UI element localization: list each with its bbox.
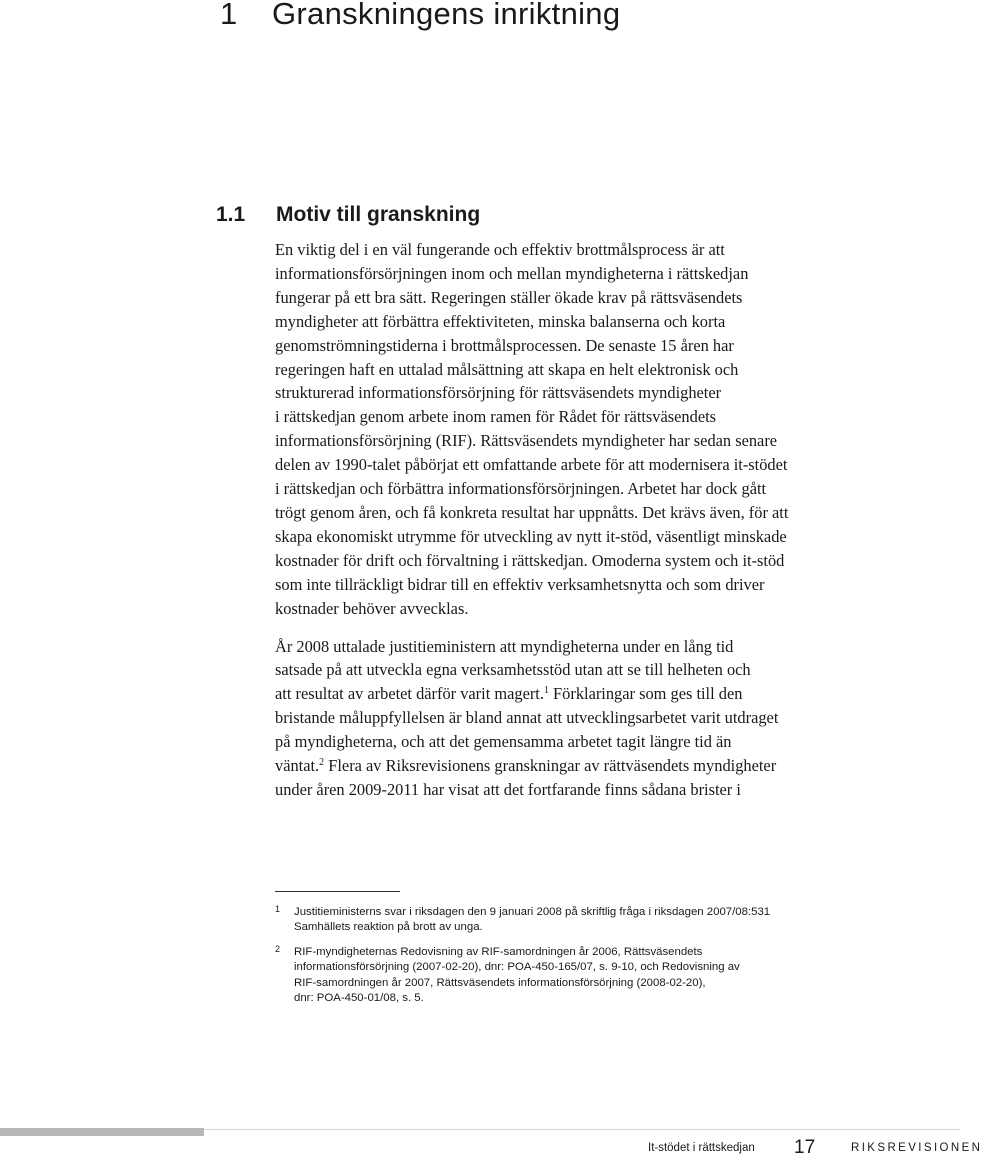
paragraph-1: [275, 238, 840, 621]
text-line: [275, 754, 840, 778]
text-line: i rättskedjan och förbättra informationsförsörjningen. Arbetet har dock gått: [275, 479, 767, 499]
text-line: fungerar på ett bra sätt. Regeringen ställer ökade krav på rättsväsendets: [275, 287, 743, 307]
footnote-mark: 2: [275, 943, 281, 954]
footnote-line: Samhällets reaktion på brott av unga.: [294, 921, 483, 934]
footnote-line: informationsförsörjning (2007-02-20), dnr: POA-450-165/07, s. 9-10, och Redovisning av: [294, 961, 740, 974]
chapter-heading: [220, 0, 620, 32]
text-line: kostnader för drift och förvaltning i rättskedjan. Omoderna system och it-stöd: [275, 550, 785, 570]
footer-rule: [204, 1129, 960, 1130]
footnote-line: Justitieministerns svar i riksdagen den 9 januari 2008 på skriftlig fråga i riksdagen 2007/08:531: [294, 906, 771, 918]
footnote-divider: [275, 891, 400, 892]
footnote-line: RIF-myndigheternas Redovisning av RIF-samordningen år 2006, Rättsväsendets: [294, 945, 703, 958]
footnote-reference-2[interactable]: 2: [319, 757, 325, 769]
text-line: strukturerad informationsförsörjning för rättsväsendets myndigheter: [275, 383, 722, 403]
footnote-mark: 1: [275, 904, 281, 914]
body-text: [275, 238, 840, 802]
footnote-reference-1[interactable]: 1: [543, 685, 549, 697]
footer-accent-bar: [0, 1128, 204, 1136]
text-line: myndigheter att förbättra effektiviteten, minska balanserna och korta: [275, 311, 726, 331]
footnote-line: RIF-samordningen år 2007, Rättsväsendets informationsförsörjning (2008-02-20),: [294, 976, 706, 989]
text-line: satsade på att utveckla egna verksamhetsstöd utan att se till helheten och: [275, 660, 751, 680]
footnote-1: [275, 905, 875, 936]
footnote-2: [275, 945, 875, 1007]
footnote-line: dnr: POA-450-01/08, s. 5.: [294, 992, 424, 1005]
section-title: Motiv till granskning: [276, 203, 481, 226]
text-line: En viktig del i en väl fungerande och effektiv brottmålsprocess är att: [275, 240, 725, 259]
text-line: kostnader behöver avvecklas.: [275, 598, 469, 618]
text-line: [275, 682, 840, 706]
text-line: i rättskedjan genom arbete inom ramen för Rådet för rättsväsendets: [275, 407, 717, 427]
text-line: bristande måluppfyllelsen är bland annat att utvecklingsarbetet varit utdraget: [275, 708, 779, 728]
chapter-number: 1: [220, 0, 238, 31]
text-line: på myndigheterna, och att det gemensamma arbetet tagit längre tid än: [275, 732, 732, 752]
text-line: som inte tillräckligt bidrar till en effektiv verksamhetsnytta och som driver: [275, 574, 765, 594]
text-segment: Flera av Riksrevisionens granskningar av rättväsendets myndigheter: [324, 756, 777, 776]
text-line: informationsförsörjning (RIF). Rättsväsendets myndigheter har sedan senare: [275, 431, 778, 451]
text-line: informationsförsörjningen inom och mellan myndigheterna i rättskedjan: [275, 263, 749, 283]
text-line: genomströmningstiderna i brottmålsprocessen. De senaste 15 åren har: [275, 335, 734, 355]
text-line: regeringen haft en uttalad målsättning att skapa en helt elektronisk och: [275, 359, 739, 379]
text-segment: Förklaringar som ges till den: [548, 684, 743, 704]
text-segment: att resultat av arbetet därför varit magert.: [275, 684, 544, 704]
paragraph-2: [275, 635, 840, 802]
text-line: delen av 1990-talet påbörjat ett omfattande arbete för att modernisera it-stödet: [275, 455, 788, 475]
running-title: It-stödet i rättskedjan: [648, 1142, 755, 1154]
footnotes: [275, 905, 875, 1015]
text-line: År 2008 uttalade justitieministern att myndigheterna under en lång tid: [275, 636, 734, 656]
page-number: 17: [794, 1137, 816, 1158]
text-line: under åren 2009-2011 har visat att det fortfarande finns sådana brister i: [275, 779, 741, 799]
text-segment: väntat.: [275, 756, 320, 776]
section-number: 1.1: [216, 203, 246, 226]
chapter-title: Granskningens inriktning: [272, 0, 621, 31]
text-line: skapa ekonomiskt utrymme för utveckling av nytt it-stöd, väsentligt minskade: [275, 526, 787, 546]
text-line: trögt genom åren, och få konkreta resultat har uppnåtts. Det krävs även, för att: [275, 502, 789, 522]
section-heading: [216, 203, 480, 227]
publisher-name: RIKSREVISIONEN: [851, 1142, 982, 1154]
